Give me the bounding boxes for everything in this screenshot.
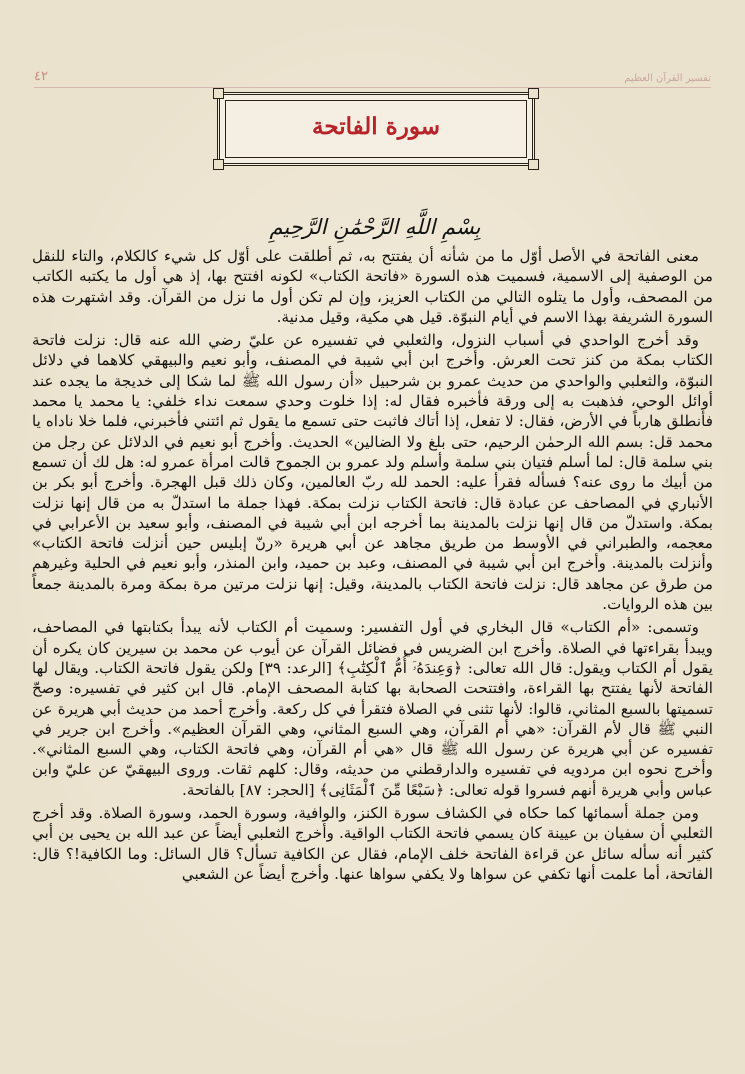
surah-title-frame	[217, 92, 535, 166]
surah-title: سورة الفاتحة	[312, 113, 440, 140]
frame-corner-ornament	[528, 88, 539, 99]
frame-corner-ornament	[528, 159, 539, 170]
paragraph-meaning: معنى الفاتحة في الأصل أوّل ما من شأنه أن يفتتح به، ثم أطلقت على أوّل كل شيء كالكلام، والتاء للنقل من الوصفية إلى الاسمية، فسميت هذه السورة «فاتحة الكتاب» لكونه افتتح بها، إذ هي أول ما يكتبه الكاتب من المصحف، وأول ما يتلوه التالي من الكتاب العزيز، وإن لم تكن أول ما نزل من القرآن. وقد اشتهرت هذه السورة الشريفة بهذا الاسم في أيام النبوّة. قيل هي مكية، وقيل مدنية.	[32, 247, 713, 326]
paragraph-names: وتسمى: «أم الكتاب» قال البخاري في أول التفسير: وسميت أم الكتاب لأنه يبدأ بكتابتها في المصاحف، ويبدأ بقراءتها في الصلاة. وأخرج ابن الضريس في فضائل القرآن عن أيوب عن محمد بن سيرين كان يكره أن يقول أم الكتاب ويقول: قال الله تعالى: ﴿وَعِندَهُۥٓ أُمُّ ٱلْكِتَٰبِ﴾ [الرعد: ٣٩] ولكن يقول فاتحة الكتاب. ويقال لها الفاتحة لأنها يفتتح بها القراءة، وافتتحت الصحابة بها كتابة المصحف الإمام. قال ابن كثير في تفسيره: وصحّ تسميتها بالسبع المثاني، قالوا: لأنها تثنى في الصلاة فتقرأ في كل ركعة. وأخرج أحمد من حديث أبي هريرة عن النبي ﷺ قال لأم القرآن: «هي أم القرآن، وهي السبع المثاني، وهي القرآن العظيم». وأخرج ابن جرير في تفسيره عن أبي هريرة عن رسول الله ﷺ قال «هي أم القرآن، وهي فاتحة الكتاب، وهي السبع المثاني». وأخرج نحوه ابن مردويه في تفسيره والدارقطني من حديثه، وقال: كلهم ثقات. وروى البيهقيّ عن عليّ وابن عباس وأبي هريرة أنهم فسروا قوله تعالى: ﴿سَبْعًا مِّنَ ٱلْمَثَانِى﴾ [الحجر: ٨٧] بالفاتحة.	[32, 618, 713, 799]
running-head-rule	[34, 87, 711, 88]
paragraph-revelation: وقد أخرج الواحدي في أسباب النزول، والثعلبي في تفسيره عن عليّ رضي الله عنه قال: نزلت فاتحة الكتاب بمكة من كنز تحت العرش. وأخرج ابن أبي شيبة في المصنف، وأبو نعيم والبيهقي كلاهما في دلائل النبوّة، والثعلبي والواحدي من حديث عمرو بن شرحبيل «أن رسول الله ﷺ لما شكا إلى خديجة ما يجده عند أوائل الوحي، فذهبت به إلى ورقة فأخبره فقال له: إذا خلوت وحدي سمعت نداء خلفي: يا محمد يا محمد فأنطلق هارباً في الأرض، فقال: لا تفعل، إذا أتاك فاثبت حتى تسمع ما يقول ثم ائتني فأخبرني، فلما خلا ناداه يا محمد قل: بسم الله الرحمٰن الرحيم، حتى بلغ ولا الضالين» الحديث. وأخرج أبو نعيم في الدلائل عن رجل من بني سلمة قال: لما أسلم فتيان بني سلمة وأسلم ولد عمرو بن الجموح قالت امرأة عمرو له: هل لك أن تسمع من أبيك ما روى عنه؟ فسأله فقرأ عليه: الحمد لله ربّ العالمين، وكان ذلك قبل الهجرة. وأخرج أبو بكر بن الأنباري في المصاحف عن عبادة قال: فاتحة الكتاب نزلت بمكة. فهذا جملة ما استدلّ به من قال إنها نزلت بمكة. واستدلّ من قال إنها نزلت بالمدينة بما أخرجه ابن أبي شيبة في المصنف، وأبو سعيد بن الأعرابي في معجمه، والطبراني في الأوسط من طريق مجاهد عن أبي هريرة «رنّ إبليس حين أنزلت فاتحة الكتاب» وأنزلت بالمدينة. وأخرج ابن أبي شيبة في المصنف، وعبد بن حميد، وابن المنذر، وأبو نعيم في الحلية وغيرهم من طرق عن مجاهد قال: نزلت فاتحة الكتاب بالمدينة، وقيل: إنها نزلت مرتين مرة بمكة ومرة بالمدينة جمعاً بين هذه الروايات.	[32, 331, 713, 614]
paragraph-other-names: ومن جملة أسمائها كما حكاه في الكشاف سورة الكنز، والوافية، وسورة الحمد، وسورة الصلاة. وقد أخرج الثعلبي أن سفيان بن عيينة كان يسمي فاتحة الكتاب الواقية. وأخرج الثعلبي أيضاً عن عبد الله بن يحيى بن أبي كثير أنه سأله سائل عن قراءة الفاتحة خلف الإمام، فقال عن الكافية تسأل؟ قال السائل: وما الكافية!؟ قال: الفاتحة، أما علمت أنها تكفي عن سواها ولا يكفي سواها عنها. وأخرج أيضاً عن الشعبي	[32, 804, 713, 883]
frame-corner-ornament	[213, 159, 224, 170]
frame-corner-ornament	[213, 88, 224, 99]
basmala: بِسْمِ اللَّهِ الرَّحْمَٰنِ الرَّحِيمِ	[269, 215, 481, 239]
running-head-title: تفسير القرآن العظيم	[624, 73, 711, 84]
body-text	[32, 246, 713, 887]
page-number: ٤٢	[34, 69, 48, 84]
running-head	[34, 69, 711, 86]
